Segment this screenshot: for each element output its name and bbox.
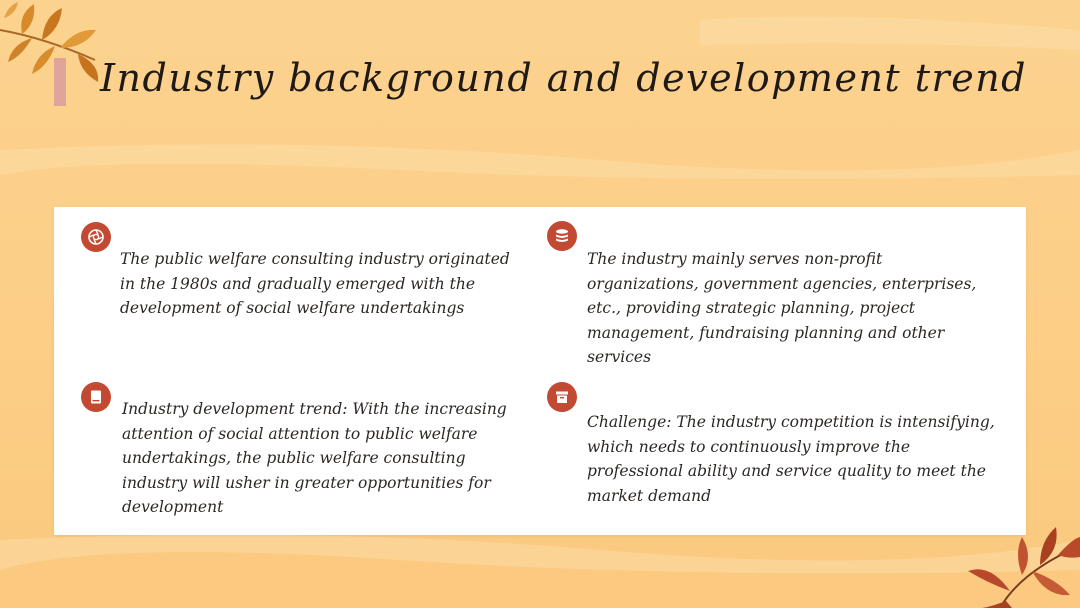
item-text: The public welfare consulting industry originated in the 1980s and gradually emerged with the development of social welfare undertakings — [120, 250, 510, 317]
book-icon — [81, 382, 111, 412]
item-text: Industry development trend: With the increasing attention of social attention to public welfare undertakings, the public welfare consulting industry will usher in greater opportunities for development — [122, 400, 507, 516]
aperture-icon — [81, 222, 111, 252]
title-accent-bar — [54, 58, 66, 106]
slide-title: Industry background and development trend — [100, 56, 1028, 100]
database-icon — [547, 221, 577, 251]
item-text: Challenge: The industry competition is intensifying, which needs to continuously improve the professional ability and service quality to meet the market demand — [587, 413, 995, 505]
archive-icon — [547, 382, 577, 412]
item-text: The industry mainly serves non-profit organizations, government agencies, enterprises, etc., providing strategic planning, project management, fundraising planning and other services — [587, 250, 977, 366]
content-card — [54, 207, 1026, 535]
